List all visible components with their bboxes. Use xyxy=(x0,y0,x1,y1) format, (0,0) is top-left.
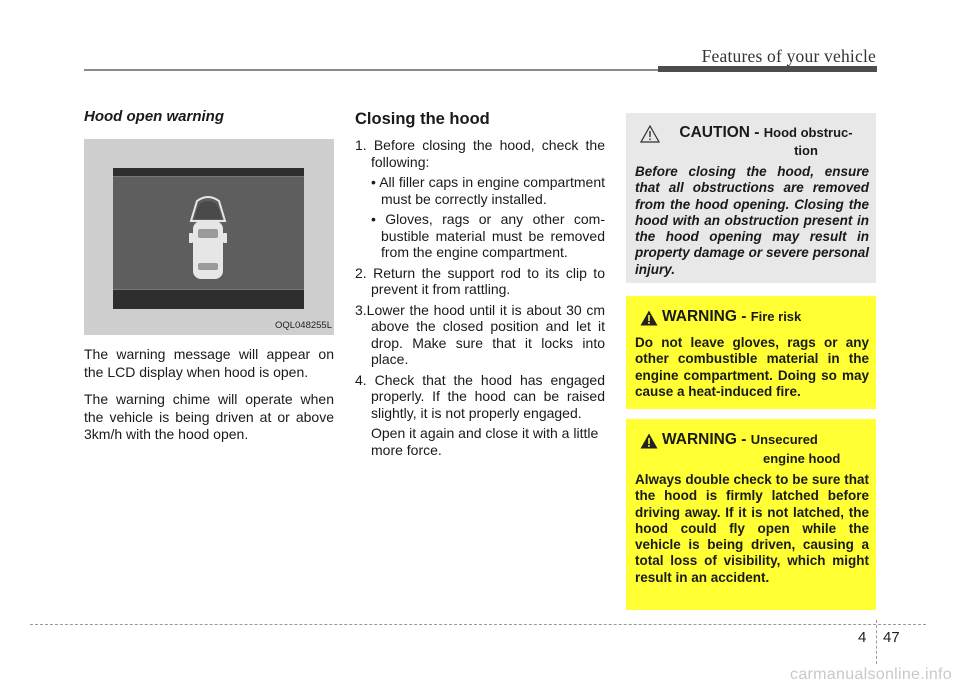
bullet-item: • All filler caps in engine compartment must be correctly installed. xyxy=(371,174,605,207)
warning-topic-line2: engine hood xyxy=(763,451,841,466)
paragraph: The warning chime will operate when the vehicle is being driven at or above 3km/h with the hood open. xyxy=(84,391,334,442)
caution-topic-line2: tion xyxy=(794,143,818,158)
warning-box-unsecured-hood xyxy=(626,419,876,610)
header-rule xyxy=(84,69,658,71)
warning-topic: Fire risk xyxy=(750,309,802,324)
step-1: 1. Before closing the hood, check the following: xyxy=(355,137,605,170)
column-closing-the-hood xyxy=(355,110,605,458)
chapter-number: 4 xyxy=(858,629,867,646)
caution-header xyxy=(626,124,876,158)
step-3: 3.Lower the hood until it is about 30 cm above the closed position and let it drop. Make sure that it locks into place. xyxy=(355,301,605,367)
step-2: 2. Return the support rod to its clip to prevent it from rattling. xyxy=(355,264,605,297)
page-number: 47 xyxy=(883,629,900,646)
warning-header xyxy=(640,431,870,466)
warning-box-fire-risk xyxy=(626,296,876,409)
watermark: carmanualsonline.info xyxy=(790,666,952,683)
warning-label: WARNING - xyxy=(662,431,751,448)
hood-open-warning-heading: Hood open warning xyxy=(84,108,224,125)
bullet-item: • Gloves, rags or any other combustible material must be removed from the engine compartment. xyxy=(371,211,605,260)
warning-label: WARNING - xyxy=(662,308,751,325)
step-4: 4. Check that the hood has engaged properly. If the hood can be raised slightly, it is not properly engaged. xyxy=(355,371,605,421)
hood-open-display-figure xyxy=(84,139,334,335)
warning-body: Always double check to be sure that the hood is firmly latched before driving away. If it is not latched, the hood could fly open while the vehicle is being driven, causing a total loss of visibility, which might result in an accident. xyxy=(635,472,869,585)
warning-header xyxy=(640,308,870,326)
warning-body: Do not leave gloves, rags or any other combustible material in the engine compartment. Doing so may cause a heat-induced fire. xyxy=(635,335,869,399)
car-hood-open-icon xyxy=(113,177,304,289)
column-hood-open-warning xyxy=(84,108,334,444)
warning-triangle-icon xyxy=(640,310,658,326)
footer-rule xyxy=(30,624,926,625)
lcd-display xyxy=(113,168,304,309)
caution-label: CAUTION - xyxy=(679,124,764,141)
section-title: Features of your vehicle xyxy=(701,46,876,66)
paragraph: The warning message will appear on the LCD display when hood is open. xyxy=(84,346,334,380)
caution-topic: Hood obstruc- xyxy=(763,125,853,140)
warning-topic: Unsecured xyxy=(750,432,818,447)
caution-body: Before closing the hood, ensure that all obstructions are removed from the hood opening. Closing the hood with an obstruction present in the hood opening may result in property damage or severe personal injury. xyxy=(635,164,869,277)
header-rule-accent xyxy=(658,66,877,72)
figure-code: OQL048255L xyxy=(274,320,332,331)
footer-divider xyxy=(876,620,877,664)
caution-box xyxy=(626,113,876,283)
step-4-continued: Open it again and close it with a little more force. xyxy=(371,425,599,458)
warning-triangle-icon xyxy=(640,433,658,449)
closing-the-hood-heading: Closing the hood xyxy=(355,110,490,128)
